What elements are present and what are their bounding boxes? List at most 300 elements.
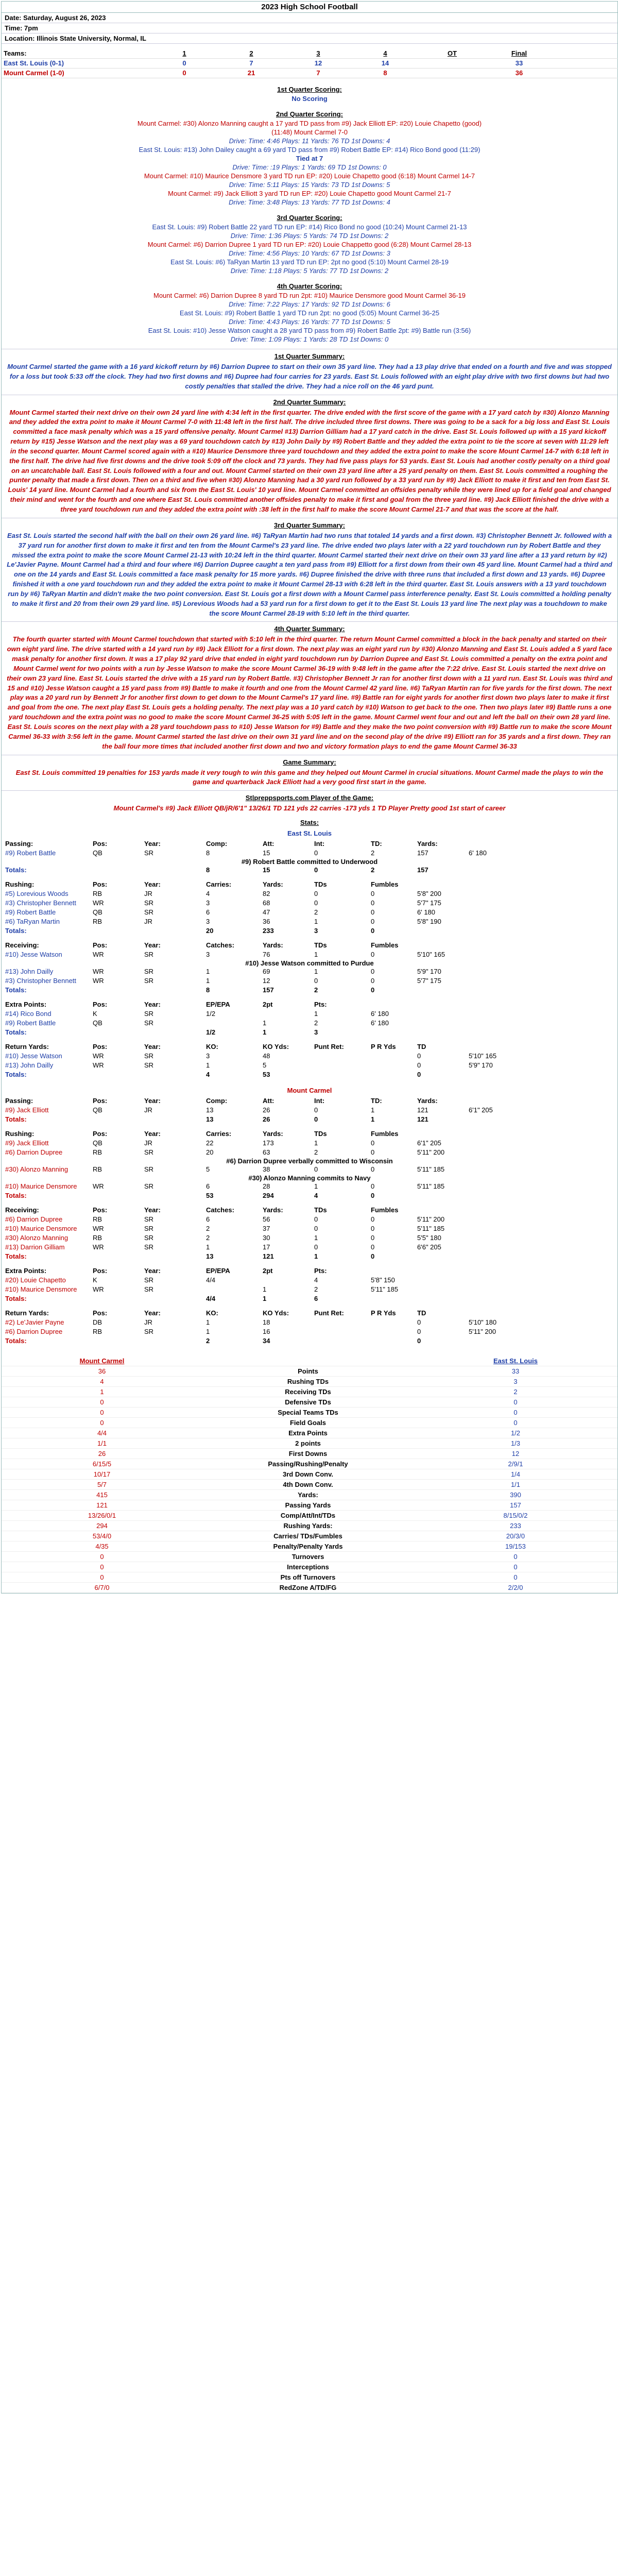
esl_rushing-row-cell: 0 [371, 890, 375, 898]
mc_rushing-totals-cell: 294 [263, 1192, 274, 1200]
cmp-cell: 233 [414, 1521, 617, 1531]
esl_rushing-row-cell: 2 [314, 908, 318, 917]
s4-summary-title: 4th Quarter Summary: [2, 621, 617, 635]
mc_returns-totals-cell [467, 1336, 519, 1346]
mc_receiving-row-cell: 5'5" 180 [417, 1234, 441, 1242]
spacer [2, 1261, 617, 1266]
cmp-cell: 2 [414, 1387, 617, 1397]
q3-scoring-line: East St. Louis: #9) Robert Battle 22 yard TD run EP: #14) Rico Bond no good (10:24) Mount Carmel 21-13 [152, 223, 467, 231]
mc_returns-totals [2, 1336, 617, 1346]
esl_receiving-row-cell: 5'7" 175 [417, 977, 441, 985]
mc_rushing-row-cell: 63 [263, 1148, 270, 1157]
cmp-cell: Yards: [202, 1490, 414, 1500]
esl_passing-header-cell: Yards: [417, 840, 438, 848]
mc_returns-header-cell [467, 1309, 519, 1318]
esl_returns-header-cell: Punt Ret: [314, 1043, 344, 1051]
mc_extra-totals [2, 1294, 617, 1303]
esl_extra-header-cell: EP/EPA [206, 1001, 230, 1009]
mc_extra-header-cell: Pos: [93, 1267, 108, 1275]
q3-scoring-line: Drive: Time: 4:56 Plays: 10 Yards: 67 TD 1st Downs: 3 [229, 249, 390, 257]
esl_passing-totals-cell: 8 [206, 866, 210, 874]
esl_rushing-totals-cell [91, 926, 143, 936]
esl_extra-row-cell [204, 1019, 261, 1028]
mc_passing-totals-cell [467, 1115, 519, 1124]
mc_rushing-row-cell: #10) Maurice Densmore [5, 1182, 77, 1191]
mc_passing-row-cell: 26 [263, 1106, 270, 1114]
cmp-cell: Penalty/Penalty Yards [202, 1541, 414, 1552]
mc_returns-header-cell: Return Yards: [5, 1309, 49, 1317]
scoring-sections [2, 83, 617, 349]
score-row-blank [553, 69, 618, 78]
mc_extra-totals-cell: 6 [314, 1295, 318, 1303]
esl_rushing-totals [2, 926, 617, 936]
mc_rushing-row-cell: 0 [371, 1148, 375, 1157]
cmp-cell: Rushing TDs [202, 1377, 414, 1387]
game-time: Time: 7pm [2, 23, 617, 33]
game-report [1, 1, 618, 1594]
esl_returns-header-cell: Pos: [93, 1043, 108, 1051]
mc_receiving-header-cell: Yards: [263, 1206, 283, 1214]
cmp-cell: Turnovers [202, 1552, 414, 1562]
mc_rushing-row-cell: 0 [371, 1139, 375, 1147]
spacer [2, 1079, 617, 1084]
esl_receiving-header-cell: Fumbles [371, 941, 399, 950]
esl_rushing-totals-cell: 0 [371, 927, 375, 935]
mc_extra-row-cell: 4 [314, 1276, 318, 1284]
esl_passing-row-cell: #9) Robert Battle [5, 849, 56, 857]
mc_extra-totals-cell: 1 [263, 1295, 267, 1303]
esl_rushing-row [2, 899, 617, 908]
cmp-cell: 1 [2, 1387, 202, 1397]
spacer [2, 1346, 617, 1351]
cmp-cell: 2/9/1 [414, 1459, 617, 1469]
score-cell: 21 [218, 69, 285, 78]
cmp-cell: 2/2/0 [414, 1583, 617, 1593]
esl_returns-row-cell [369, 1052, 416, 1061]
mc_receiving-row-cell: 6 [206, 1215, 210, 1224]
mc_passing-totals-cell: 26 [263, 1115, 270, 1124]
mc_receiving-row-cell: 0 [371, 1215, 375, 1224]
mc_extra-header-cell: 2pt [263, 1267, 273, 1275]
mc_rushing-header-cell: Carries: [206, 1130, 232, 1138]
mc_rushing-row [2, 1139, 617, 1148]
esl_returns-row [2, 1061, 617, 1070]
mc_rushing-row-cell: 28 [263, 1182, 270, 1191]
mc_receiving-row-cell: 5'11" 185 [417, 1225, 445, 1233]
esl_extra-header-cell: 2pt [263, 1001, 273, 1009]
spacer [2, 936, 617, 941]
mc_receiving-row-cell: #13) Darrion Gilliam [5, 1243, 65, 1251]
q4-scoring-title: 4th Quarter Scoring: [277, 282, 342, 290]
quarter-summaries [2, 349, 617, 817]
esl_extra-totals-cell: Totals: [5, 1028, 27, 1037]
esl_rushing-header-cell: TDs [314, 880, 327, 889]
esl_returns-header-cell [467, 1042, 519, 1052]
esl_receiving-note: #10) Jesse Watson committed to Purdue [245, 959, 374, 968]
spacer [2, 1303, 617, 1309]
cmp-cell: 6/7/0 [2, 1583, 202, 1593]
mc_rushing-totals-cell: Totals: [5, 1192, 27, 1200]
spacer [2, 1124, 617, 1129]
cmp-cell: Comp/Att/Int/TDs [202, 1511, 414, 1521]
q3-scoring-line: Drive: Time: 1:36 Plays: 5 Yards: 74 TD 1st Downs: 2 [230, 232, 389, 240]
mc_rushing-header-cell: Year: [144, 1130, 161, 1138]
mc_returns-row-cell: 1 [206, 1328, 210, 1336]
mc_rushing-header-cell: Yards: [263, 1130, 283, 1138]
esl_extra-row-cell: K [93, 1010, 97, 1018]
mc_extra-row-cell: 5'11" 185 [371, 1285, 399, 1294]
cmp-cell: 6/15/5 [2, 1459, 202, 1469]
esl_rushing-row-cell: 6' 180 [417, 908, 436, 917]
esl_extra-totals-cell: 1 [263, 1028, 267, 1037]
esl_returns-row-cell: 5 [263, 1061, 267, 1070]
mc_extra-totals-cell [369, 1294, 416, 1303]
s2-summary-title: 2nd Quarter Summary: [2, 395, 617, 408]
esl_returns-row-cell: 0 [417, 1052, 421, 1060]
mc_passing-row-cell: #9) Jack Elliott [5, 1106, 49, 1114]
mc_rushing-row-cell: 173 [263, 1139, 274, 1147]
esl_rushing-row-cell: 0 [371, 899, 375, 907]
cmp-cell: 26 [2, 1449, 202, 1459]
esl_rushing-row-cell: 0 [314, 890, 318, 898]
cmp-header-cell: Mount Carmel [2, 1356, 202, 1366]
mc_returns-header-cell: Punt Ret: [314, 1309, 344, 1317]
esl_passing-row-cell: 157 [417, 849, 428, 857]
cmp-cell: 390 [414, 1490, 617, 1500]
score-cell: 7 [285, 69, 352, 78]
mc_receiving-header [2, 1206, 617, 1215]
mc_extra-row [2, 1276, 617, 1285]
cmp-cell: Field Goals [202, 1418, 414, 1428]
mc_passing-row-cell: 6'1" 205 [469, 1106, 493, 1114]
esl_returns-row [2, 1052, 617, 1061]
mc_receiving-row-cell: 37 [263, 1225, 270, 1233]
mc_receiving-totals-cell [91, 1252, 143, 1261]
esl_returns-header-cell: TD [417, 1043, 426, 1051]
mc_passing-row-cell: 0 [314, 1106, 318, 1114]
mc_returns-totals-cell [143, 1336, 204, 1346]
esl_receiving-header-cell: Pos: [93, 941, 108, 950]
q4-scoring-line: East St. Louis: #9) Robert Battle 1 yard TD run 2pt: no good (5:05) Mount Carmel 36-25 [179, 309, 440, 317]
q2-scoring-line: East St. Louis: #13) John Dailey caught a 69 yard TD pass from #9) Robert Battle EP: #14) Rico Bond good (11:29) [139, 146, 480, 154]
mc_returns-row [2, 1318, 617, 1327]
esl_receiving-header-cell: TDs [314, 941, 327, 950]
esl_rushing-row-cell: 82 [263, 890, 270, 898]
score-header-cell: 2 [218, 49, 285, 59]
esl_receiving-row-cell: 12 [263, 977, 270, 985]
mc_passing-header [2, 1096, 617, 1106]
mc_receiving-totals-cell: 121 [263, 1252, 274, 1261]
q3-scoring-line: Mount Carmel: #6) Darrion Dupree 1 yard TD run EP: #20) Louie Chappetto good (6:28) Mount Carmel 28-13 [147, 241, 472, 248]
q2-scoring-line: Drive: Time: 4:46 Plays: 11 Yards: 76 TD 1st Downs: 4 [229, 137, 390, 145]
esl_rushing-row-cell: #5) Lorevious Woods [5, 890, 68, 898]
mc_extra-header-cell [369, 1266, 416, 1276]
score-header-cell: 1 [151, 49, 218, 59]
cmp-cell: RedZone A/TD/FG [202, 1583, 414, 1593]
cmp-cell: 53/4/0 [2, 1531, 202, 1541]
mc_rushing-totals-cell: 4 [314, 1192, 318, 1200]
mc_returns-totals-cell: Totals: [5, 1337, 27, 1345]
mc_passing-header-cell: Yards: [417, 1097, 438, 1105]
mc_rushing-row-cell: WR [93, 1182, 104, 1191]
esl_receiving-totals-cell: 0 [371, 986, 375, 994]
esl_passing-header-cell: Int: [314, 840, 325, 848]
score-cell: 0 [151, 59, 218, 69]
mc_receiving-totals [2, 1252, 617, 1261]
mc_receiving-row-cell: 2 [206, 1225, 210, 1233]
mc_rushing-row-cell: SR [144, 1182, 154, 1191]
mc_extra-row-cell: 2 [314, 1285, 318, 1294]
spacer [2, 1200, 617, 1206]
cmp-cell: 415 [2, 1490, 202, 1500]
mc_extra-row-cell: WR [93, 1285, 104, 1294]
mc_receiving-row [2, 1243, 617, 1252]
esl-stats-label: East St. Louis [287, 829, 332, 838]
q4-scoring-line: Drive: Time: 1:09 Plays: 1 Yards: 28 TD 1st Downs: 0 [230, 335, 389, 343]
cmp-cell: 1/1 [414, 1480, 617, 1490]
stats-title: Stats: [300, 819, 319, 827]
esl_returns-totals-cell: Totals: [5, 1071, 27, 1079]
mc_receiving-row-cell: SR [144, 1225, 154, 1233]
esl_receiving-row-cell: SR [144, 968, 154, 976]
q2-scoring-line: (11:48) Mount Carmel 7-0 [271, 128, 348, 136]
mc-stats-label: Mount Carmel [287, 1087, 332, 1095]
mc_returns-row-cell: JR [144, 1318, 152, 1327]
esl_returns-header-cell: Return Yards: [5, 1043, 49, 1051]
cmp-cell: 0 [2, 1552, 202, 1562]
esl_rushing-row-cell: #9) Robert Battle [5, 908, 56, 917]
esl_extra-row-cell: 1/2 [206, 1010, 216, 1018]
mc_returns-header-cell: P R Yds [371, 1309, 396, 1317]
esl_rushing-row-cell: 5'8" 200 [417, 890, 441, 898]
mc_rushing-totals [2, 1191, 617, 1200]
q2-scoring-line: Mount Carmel: #10) Maurice Densmore 3 yard TD run EP: #20) Louie Chapetto good (6:18) Mount Carmel 14-7 [144, 172, 475, 180]
spacer [2, 103, 617, 108]
spacer [2, 995, 617, 1000]
cmp-header-cell: East St. Louis [414, 1356, 617, 1366]
mc_receiving-row [2, 1224, 617, 1233]
mc_passing-totals-cell [143, 1115, 204, 1124]
esl_returns-row-cell: WR [93, 1052, 104, 1060]
cmp-cell: Pts off Turnovers [202, 1572, 414, 1583]
esl_rushing-row-cell: 4 [206, 890, 210, 898]
mc_rushing-totals-cell [91, 1191, 143, 1200]
cmp-cell: Rushing Yards: [202, 1521, 414, 1531]
esl_passing-row-cell: 15 [263, 849, 270, 857]
esl_passing-totals-cell: 15 [263, 866, 270, 874]
mc_returns-row-cell: 0 [417, 1328, 421, 1336]
mc_rushing-header-cell: Pos: [93, 1130, 108, 1138]
score-cell: 36 [486, 69, 553, 78]
mc_rushing-row-cell: 2 [314, 1148, 318, 1157]
mc_receiving-row-cell: 0 [314, 1225, 318, 1233]
mc_returns-row-cell: 5'11" 200 [469, 1328, 496, 1336]
esl_receiving-totals-cell: 8 [206, 986, 210, 994]
esl_rushing-row-cell: #3) Christopher Bennett [5, 899, 77, 907]
mc_passing-totals-cell: 121 [417, 1115, 428, 1124]
esl_rushing-header-cell: Fumbles [371, 880, 399, 889]
q4-scoring-line: Drive: Time: 7:22 Plays: 17 Yards: 92 TD 1st Downs: 6 [229, 300, 390, 308]
esl_rushing-row-cell: 6 [206, 908, 210, 917]
cmp-cell: 0 [414, 1418, 617, 1428]
mc_passing-row-cell: JR [144, 1106, 152, 1114]
mc_receiving-row-cell: 2 [206, 1234, 210, 1242]
esl_rushing-totals-cell: 233 [263, 927, 274, 935]
mc_passing-header-cell: Year: [144, 1097, 161, 1105]
esl_receiving-row-cell: 5'10" 165 [417, 951, 445, 959]
cmp-cell: 0 [2, 1408, 202, 1418]
cmp-cell: 4/35 [2, 1541, 202, 1552]
esl_rushing-totals-cell: 20 [206, 927, 214, 935]
esl_rushing-row-cell: RB [93, 918, 102, 926]
mc_receiving-header-cell: Catches: [206, 1206, 234, 1214]
mc_returns-row-cell [369, 1318, 416, 1327]
mc_rushing-row-cell: RB [93, 1165, 102, 1174]
esl_receiving-header-cell: Catches: [206, 941, 234, 950]
esl_returns-row-cell: 0 [417, 1061, 421, 1070]
mc_passing-header-cell: Passing: [5, 1097, 33, 1105]
cmp-cell: 1/4 [414, 1469, 617, 1480]
s4-summary-text: The fourth quarter started with Mount Carmel touchdown that started with 5:10 left in the third quarter. The return Mount Carmel committed a block in the back penalty and started on their own eight yard line. The drive started with a 14 yard run by #9) Jack Elliott for a first down. The next play was an eight yard run by #30) Alonzo Manning and East St. Louis added a 5 yard face mask penalty for another first down. It was a 17 play 92 yard drive that ended in eight yard touchdown run by Darrion Dupree and East St. Louis committed a penalty on the extra point and Mount Carmel went for two points with a run by Jesse Watson to make the score Mount Carmel 36-19 with 9:48 left in the game after the 7:22 drive. East St. Louis started the next drive on their own 23 yard line. East St. Louis started the drive with a 15 yard run by Robert Battle. #3) Christopher Bennett Jr ran for another first down with a 11 yard run. East St. Louis was third and 15 and #10) Jesse Watson caught a 15 yard pass from #9) Battle to make it fourth and one from the Mount Carmel 42 yard line. #6) TaRyan Martin ran for five yards for the first down. The next play was a 20 yard run by Bennett Jr for another first down to get down to the Mount Carmel's 17 yard line. #9) Battle ran for eight yards for another first down two plays later to make it first and goal from the one. The next play East St. Louis gets a holding penalty. The next play was a 10 yard catch by #10) Watson to get back to the one. Then two plays later #9) Battle runs a one yard touchdown and the extra point was no good to make the score Mount Carmel 36-25 with 5:05 left in the game. Mount Carmel went four and out and left the ball on their own 28 yard line. East St. Louis scores on the next play with a 28 yard touchdown pass to #10) Jesse Watson for #9) Battle and they make the two point conversion with #9) Battle run to make the score Mount Carmel 36-33 with 3:56 left in the game. Mount Carmel started the last drive on their own 31 yard line and on the second play of the drive #9) Elliott ran for 35 yards and a first down. They ran the ball four more times that included another first down and two and victory formation plays to end the game Mount Carmel 36-33 [7, 635, 612, 750]
esl_receiving-totals-cell: Totals: [5, 986, 27, 994]
esl_returns-totals-cell [313, 1070, 369, 1079]
esl_returns-row-cell: 5'9" 170 [469, 1061, 493, 1070]
mc_rushing-row-cell: 5'11" 200 [417, 1148, 445, 1157]
esl_rushing-row-cell: RB [93, 890, 102, 898]
mc_rushing-row-cell: 0 [314, 1165, 318, 1174]
mc_returns-header-cell: KO: [206, 1309, 218, 1317]
mc_extra-header-cell: Year: [144, 1267, 161, 1275]
esl_passing-row [2, 849, 617, 858]
spacer [2, 1037, 617, 1042]
esl_returns-row-cell: SR [144, 1061, 154, 1070]
score-cell [419, 59, 486, 69]
score-table [2, 49, 617, 78]
esl_passing-totals-cell: 2 [371, 866, 375, 874]
cmp-cell: 0 [2, 1418, 202, 1428]
mc_returns-totals-cell: 0 [417, 1337, 421, 1345]
esl_passing-header-cell: Passing: [5, 840, 33, 848]
esl_extra-row-cell: 6' 180 [371, 1010, 389, 1018]
mc_rushing-row-cell: JR [144, 1139, 152, 1147]
cmp-cell: 20/3/0 [414, 1531, 617, 1541]
esl_returns-header [2, 1042, 617, 1052]
mc_passing-totals-cell: 0 [314, 1115, 318, 1124]
cmp-cell: First Downs [202, 1449, 414, 1459]
cmp-cell: 19/153 [414, 1541, 617, 1552]
esl_receiving-header-cell: Year: [144, 941, 161, 950]
score-header-cell: 4 [352, 49, 419, 59]
mc_extra-row-cell: 5'8" 150 [371, 1276, 395, 1284]
esl_passing-header-cell: Comp: [206, 840, 228, 848]
score-team-name: Mount Carmel (1-0) [2, 69, 151, 78]
cmp-cell: 121 [2, 1500, 202, 1511]
esl_extra-totals [2, 1028, 617, 1037]
mc_passing-header-cell: Pos: [93, 1097, 108, 1105]
mc_receiving-header-cell: Fumbles [371, 1206, 399, 1214]
esl_receiving-row-cell: 0 [314, 977, 318, 985]
game-date: Date: Saturday, August 26, 2023 [2, 13, 617, 23]
esl_returns-row-cell [313, 1052, 369, 1061]
cmp-cell: 0 [414, 1562, 617, 1572]
esl_extra-header-cell: Pos: [93, 1001, 108, 1009]
esl_extra-row-cell: SR [144, 1019, 154, 1027]
esl_passing-header-cell: TD: [371, 840, 382, 848]
s1-summary-text: Mount Carmel started the game with a 16 yard kickoff return by #6) Darrion Dupree to start on their own 35 yard line. They had a 13 play drive that ended on a fourth and five and was stopped for a loss but took 5:33 off the clock. They had two first downs and #6) Dupree had four carries for 23 yards. East St. Louis followed with an eight play drive with two first downs but had two costly penalties that stalled the drive. They had a nice roll on the 46 yard punt. [7, 363, 612, 390]
mc_receiving-row [2, 1233, 617, 1243]
esl_receiving-totals-cell: 2 [314, 986, 318, 994]
q4-scoring-line: Drive: Time: 4:43 Plays: 16 Yards: 77 TD 1st Downs: 5 [229, 318, 390, 326]
esl_receiving-row-cell: WR [93, 968, 104, 976]
mc_rushing-row-cell: SR [144, 1148, 154, 1157]
esl_receiving-row-cell: 0 [371, 951, 375, 959]
esl_extra-row-cell: #9) Robert Battle [5, 1019, 56, 1027]
mc_returns-totals-cell [91, 1336, 143, 1346]
esl_passing-row-cell: 2 [371, 849, 375, 857]
mc_receiving-row-cell: 0 [314, 1215, 318, 1224]
esl_extra-row-cell: #14) Rico Bond [5, 1010, 52, 1018]
mc_rushing-row-cell: SR [144, 1165, 154, 1174]
cmp-cell: 0 [414, 1552, 617, 1562]
mc_rushing-row-cell: 5 [206, 1165, 210, 1174]
esl_returns-row-cell [369, 1061, 416, 1070]
esl_returns-totals-cell [143, 1070, 204, 1079]
q1-scoring-title: 1st Quarter Scoring: [277, 86, 342, 93]
mc_returns-totals-cell: 2 [206, 1337, 210, 1345]
score-cell: 0 [151, 69, 218, 78]
q2-scoring-line: Mount Carmel: #9) Jack Elliott 3 yard TD run EP: #20) Louie Chapetto good Mount Carmel 21-7 [168, 190, 451, 197]
mc_rushing-totals-cell [143, 1191, 204, 1200]
cmp-cell: 8/15/0/2 [414, 1511, 617, 1521]
esl_returns-row-cell: #13) John Dailly [5, 1061, 54, 1070]
esl_rushing-header-cell [416, 880, 467, 889]
esl_extra-header-cell: Pts: [314, 1001, 327, 1009]
cmp-cell: Defensive TDs [202, 1397, 414, 1408]
cmp-cell: 4 [2, 1377, 202, 1387]
mc_receiving-row-cell: 1 [314, 1234, 318, 1242]
cmp-cell: 1/2 [414, 1428, 617, 1438]
s2-summary-text: Mount Carmel started their next drive on their own 24 yard line with 4:34 left in the first quarter. The drive ended with the first score of the game with a 17 yard catch by #30) Alonzo Manning and they added the extra point to make it Mount Carmel 7-0 with 11:48 left in the first half. The drive included three first downs. There was going to be a sack for a big loss and East St. Louis committed a face mask penalty which was a 15 yard offensive penalty. Mount Carmel #13) Darrion Gilliam had a 17 yard catch in the drive. East St. Louis followed up with a 15 yard kickoff return by #15) Jesse Watson and the next play was a 69 yard touchdown catch by #13) John Daily by #9) Robert Battle and they added the extra point to tie the score at seven with 11:29 left in the second quarter. Mount Carmel scored again with a #10) Maurice Densmore three yard touchdown and they added the extra point to make the score Mount Carmel 14-7 with 6:18 left in the first half. The drive had five first downs and the drive took 5:09 off the clock and 73 yards. They had five pass plays for 53 yards. East St. Louis had another costly penalty on a third goal on an uncatchable ball. East St. Louis followed with a four and out. Mount Carmel started on their own 23 yard line after a 25 yard penalty on them. East St. Louis committed a roughing the punter penalty that made a first down. Then on a third and five when #30) Alonzo Manning had a 30 yard run followed by a 33 yard run by #9) Jack Elliott to make it first and ten from East St. Louis' 14 yard line. Mount Carmel had a fourth and six from the East St. Louis' 10 yard line. Mount Carmel committed an offsides penalty while they were lined up for a field goal and changed their mind and went for the fourth and one where East St. Louis committed another offsides penalty to make it first and goal from the three yard line. #9) Jack Elliott finished the drive with a three yard touchdown run and they added the extra point with :38 left in the first half to make the score Mount Carmel 21-7 and that was the score at the half. [8, 408, 611, 513]
esl_receiving-row-cell: 1 [206, 977, 210, 985]
esl_returns-header-cell: KO: [206, 1043, 218, 1051]
mc_receiving-totals-cell: 0 [371, 1252, 375, 1261]
cmp-cell: 1/3 [414, 1438, 617, 1449]
cmp-cell: 5/7 [2, 1480, 202, 1490]
mc_returns-row-cell: 5'10" 180 [469, 1318, 497, 1327]
mc_rushing-totals-cell: 53 [206, 1192, 214, 1200]
mc_returns-row-cell: 1 [206, 1318, 210, 1327]
mc_returns-row-cell: DB [93, 1318, 102, 1327]
mc_rushing-row-cell: 1 [314, 1139, 318, 1147]
mc_receiving-row-cell: RB [93, 1234, 102, 1242]
mc_receiving-row-cell: WR [93, 1225, 104, 1233]
esl_passing-row-cell: SR [144, 849, 154, 857]
q3-scoring-line: East St. Louis: #6) TaRyan Martin 13 yard TD run EP: 2pt no good (5:10) Mount Carmel 28-19 [170, 258, 449, 266]
score-header-cell: 3 [285, 49, 352, 59]
mc_rushing-totals-cell [416, 1191, 467, 1200]
mc_receiving-totals-cell [416, 1252, 467, 1261]
esl_passing-totals-cell [467, 866, 519, 875]
mc_receiving-totals-cell: Totals: [5, 1252, 27, 1261]
esl_extra-row [2, 1009, 617, 1019]
mc_receiving-row-cell: RB [93, 1215, 102, 1224]
mc_passing-row-cell: 121 [417, 1106, 428, 1114]
mc_passing-totals-cell: 13 [206, 1115, 214, 1124]
mc_rushing-row-cell: 5'11" 185 [417, 1165, 445, 1174]
mc_rushing-totals-cell: 0 [371, 1192, 375, 1200]
mc_receiving-row-cell: 30 [263, 1234, 270, 1242]
mc_returns-header-cell: TD [417, 1309, 426, 1317]
